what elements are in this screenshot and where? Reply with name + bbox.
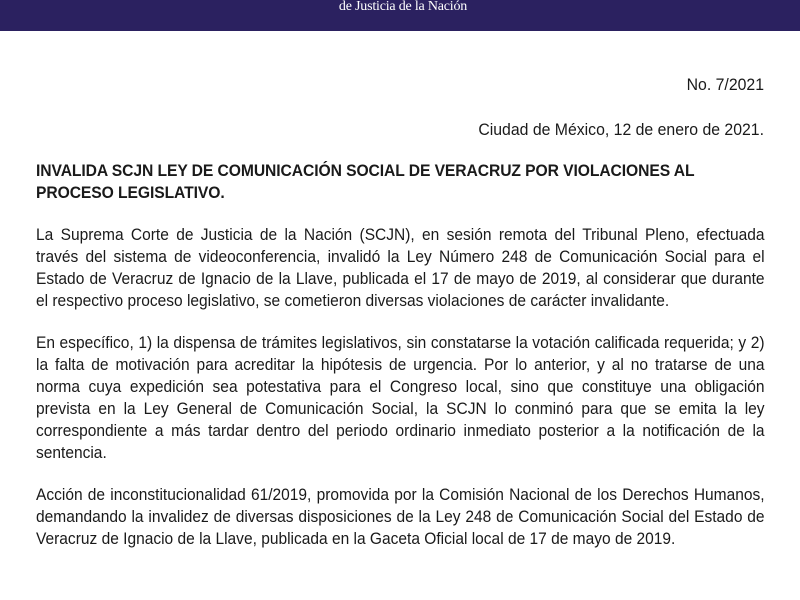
paragraph-3: Acción de inconstitucionalidad 61/2019, promovida por la Comisión Nacional de los Derechos Humanos, demandando la invalidez de diversas disposiciones de la Ley 248 de Comunicación Social del Estado de Veracruz de Ignacio de la Llave, publicada en la Gaceta Oficial local de 17 de mayo de 2019. — [36, 485, 765, 548]
press-release-body — [36, 74, 764, 550]
place-date: Ciudad de México, 12 de enero de 2021. — [478, 120, 764, 139]
release-number: No. 7/2021 — [686, 75, 764, 94]
headline: INVALIDA SCJN LEY DE COMUNICACIÓN SOCIAL DE VERACRUZ POR VIOLACIONES AL PROCESO LEGISLATIVO. — [36, 161, 695, 202]
header-bar — [0, 0, 800, 31]
paragraph-2: En específico, 1) la dispensa de trámites legislativos, sin constatarse la votación calificada requerida; y 2) la falta de motivación para acreditar la hipótesis de urgencia. Por lo anterior, y al no tratarse de una norma cuya expedición sea potestativa para el Congreso local, sino que constituye una obligación prevista en la Ley General de Comunicación Social, la SCJN lo conminó para que se emita la ley correspondiente a más tardar dentro del periodo ordinario inmediato posterior a la notificación de la sentencia. — [36, 333, 765, 462]
institution-name: de Justicia de la Nación — [338, 0, 468, 14]
paragraph-1: La Suprema Corte de Justicia de la Nación (SCJN), en sesión remota del Tribunal Pleno, efectuada través del sistema de videoconferencia, invalidó la Ley Número 248 de Comunicación Social para el Estado de Veracruz de Ignacio de la Llave, publicada el 17 de mayo de 2019, al considerar que durante el respectivo proceso legislativo, se cometieron diversas violaciones de carácter invalidante. — [36, 225, 765, 310]
